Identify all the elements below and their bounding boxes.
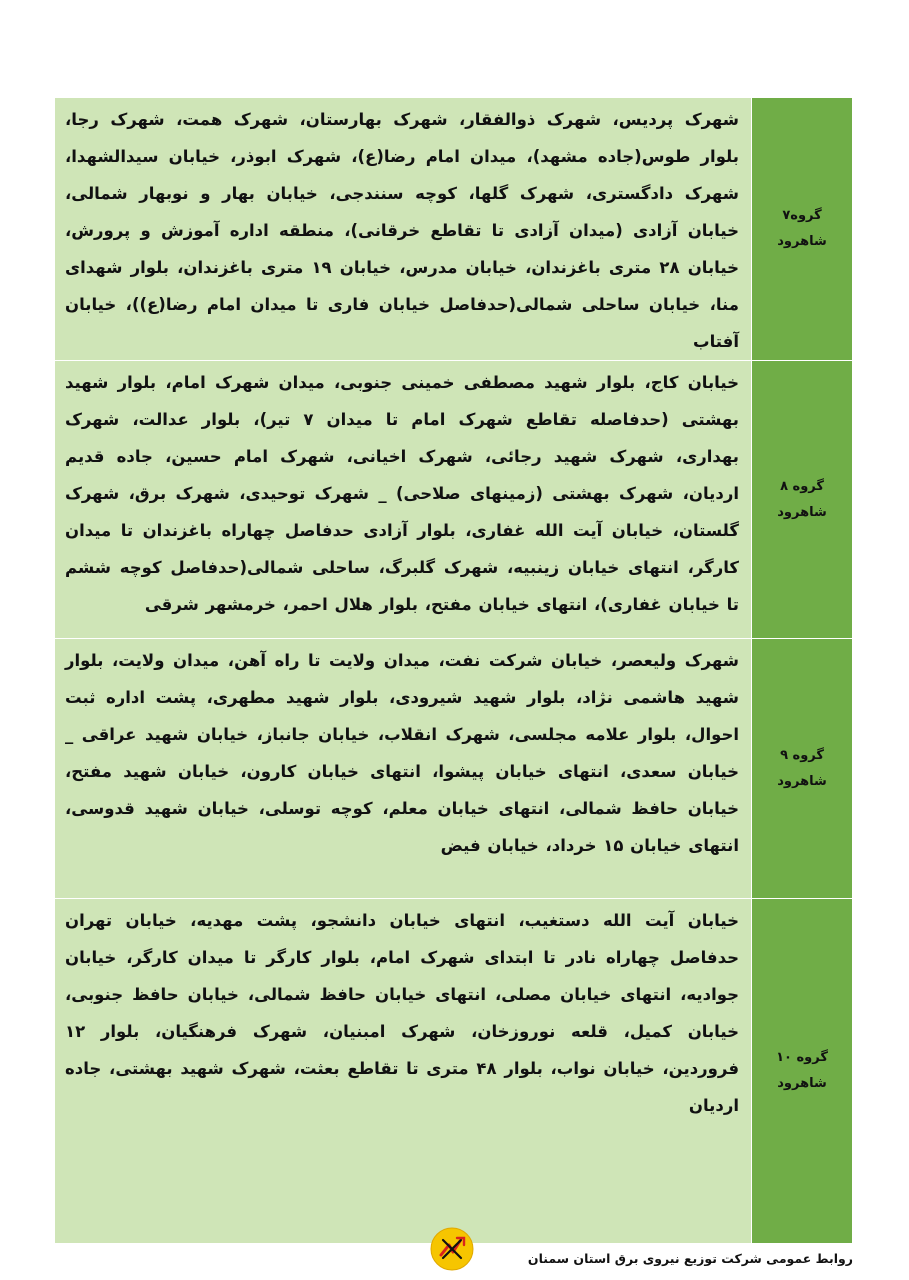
areas-cell bbox=[55, 98, 752, 361]
areas-text: خیابان آیت الله دستغیب، انتهای خیابان دانشجو، پشت مهدیه، خیابان تهران حدفاصل چهاراه نادر تا ابتدای شهرک امام، بلوار کارگر تا میدان کارگر، خیابان جوادیه، انتهای خیابان مصلی، انتهای خیابان حافظ شمالی، خیابان حافظ جنوبی، خیابان کمیل، قلعه نوروزخان، شهرک امبنیان، شهرک فرهنگیان، بلوار ۱۲ فروردین، خیابان نواب، بلوار ۴۸ متری تا تقاطع بعثت، شهرک شهید بهشتی، جاده اردیان bbox=[65, 911, 739, 1115]
footer-credit-text: روابط عمومی شرکت توزیع نیروی برق استان سمنان bbox=[527, 1251, 853, 1266]
group-cell bbox=[752, 361, 853, 639]
areas-text: شهرک ولیعصر، خیابان شرکت نفت، میدان ولایت تا راه آهن، میدان ولایت، بلوار شهید هاشمی نژاد، بلوار شهید شیرودی، بلوار شهید مطهری، پشت اداره ثبت احوال، بلوار علامه مجلسی، شهرک انقلاب، خیابان جانباز، خیابان شهید عراقی _ خیابان سعدی، انتهای خیابان پیشوا، انتهای خیابان کارون، خیابان شهید مفتح، خیابان حافظ شمالی، انتهای خیابان معلم، کوچه توسلی، خیابان شهید قدوسی، انتهای خیابان ۱۵ خرداد، خیابان فیض bbox=[65, 651, 739, 855]
group-cell bbox=[752, 98, 853, 361]
footer bbox=[0, 1222, 909, 1280]
group-cell bbox=[752, 899, 853, 1244]
group-cell bbox=[752, 639, 853, 899]
outage-schedule-table bbox=[54, 97, 853, 1244]
group-label: گروه ۸ bbox=[780, 478, 824, 494]
areas-cell bbox=[55, 899, 752, 1244]
group-row-7 bbox=[55, 98, 853, 361]
group-label: گروه۷ bbox=[782, 208, 822, 223]
group-row-10 bbox=[55, 899, 853, 1244]
group-city: شاهرود bbox=[777, 504, 827, 520]
power-distribution-logo-icon bbox=[429, 1226, 475, 1272]
group-label: گروه ۱۰ bbox=[776, 1050, 828, 1065]
areas-text: شهرک پردیس، شهرک ذوالفقار، شهرک بهارستان، شهرک همت، شهرک رجا، بلوار طوس(جاده مشهد)، میدان امام رضا(ع)، شهرک ابوذر، خیابان سیدالشهدا، شهرک دادگستری، شهرک گلها، کوچه سنندجی، خیابان بهار و نوبهار شمالی، خیابان آزادی (میدان آزادی تا تقاطع خرقانی)، منطقه اداره آموزش و پرورش، خیابان ۲۸ متری باغزندان، خیابان مدرس، خیابان ۱۹ متری باغزندان، بلوار شهدای منا، خیابان ساحلی شمالی(حدفاصل خیابان فاری تا میدان امام رضا(ع))، خیابان آفتاب bbox=[65, 110, 739, 351]
group-row-9 bbox=[55, 639, 853, 899]
group-city: شاهرود bbox=[777, 773, 827, 789]
areas-cell bbox=[55, 639, 752, 899]
areas-cell bbox=[55, 361, 752, 639]
group-city: شاهرود bbox=[777, 234, 827, 249]
group-city: شاهرود bbox=[777, 1076, 827, 1091]
areas-text: خیابان کاج، بلوار شهید مصطفی خمینی جنوبی، میدان شهرک امام، بلوار شهید بهشتی (حدفاصله تقاطع شهرک امام تا میدان ۷ تیر)، بلوار عدالت، شهرک بهداری، شهرک شهید رجائی، شهرک اخیانی، شهرک امام حسین، جاده قدیم اردیان، شهرک بهشتی (زمینهای صلاحی) _ شهرک توحیدی، شهرک برق، شهرک گلستان، خیابان آیت الله غفاری، بلوار آزادی حدفاصل چهاراه باغزندان تا میدان کارگر، انتهای خیابان زینبیه، شهرک گلبرگ، ساحلی شمالی(حدفاصل کوچه ششم تا خیابان غفاری)، انتهای خیابان مفتح، بلوار هلال احمر، خرمشهر شرقی bbox=[65, 373, 740, 614]
group-row-8 bbox=[55, 361, 853, 639]
group-label: گروه ۹ bbox=[780, 747, 824, 763]
